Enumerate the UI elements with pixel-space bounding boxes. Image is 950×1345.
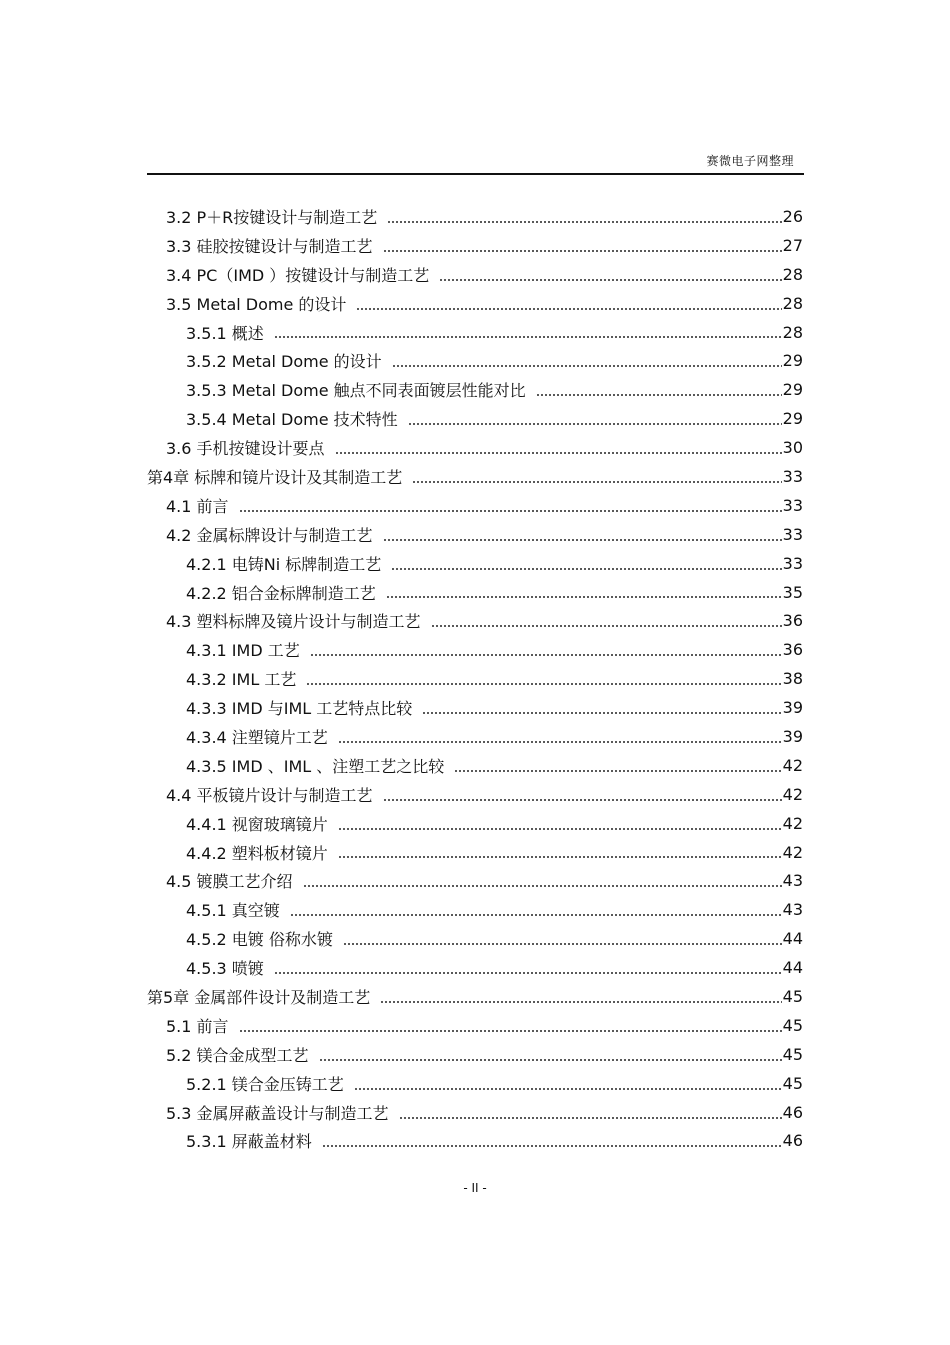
toc-entry-page: 42 [782, 813, 803, 833]
toc-entry[interactable] [147, 838, 803, 867]
toc-entry[interactable] [147, 1011, 803, 1040]
dot-leader [239, 510, 782, 512]
toc-entry-title: 3.5.4 Metal Dome 技术特性 [186, 410, 398, 430]
toc-entry[interactable] [147, 491, 803, 520]
toc-entry[interactable] [147, 260, 803, 289]
running-header: 赛微电子网整理 [706, 154, 794, 168]
toc-entry[interactable] [147, 1069, 803, 1098]
toc-entry[interactable] [147, 202, 803, 231]
toc-entry-title: 4.4.1 视窗玻璃镜片 [186, 814, 328, 834]
dot-leader [354, 1088, 782, 1090]
toc-entry-title: 5.2 镁合金成型工艺 [166, 1045, 309, 1065]
dot-leader [343, 943, 782, 945]
dot-leader [387, 221, 781, 223]
toc-entry-title: 3.3 硅胶按键设计与制造工艺 [166, 236, 373, 256]
toc-entry-title: 3.5.2 Metal Dome 的设计 [186, 352, 382, 372]
toc-entry[interactable] [147, 895, 803, 924]
toc-entry-title: 3.5.3 Metal Dome 触点不同表面镀层性能对比 [186, 381, 526, 401]
dot-leader [383, 539, 782, 541]
toc-entry[interactable] [147, 693, 803, 722]
toc-entry-title: 5.3 金属屏蔽盖设计与制造工艺 [166, 1103, 389, 1123]
dot-leader [408, 423, 782, 425]
toc-entry[interactable] [147, 866, 803, 895]
toc-entry-page: 29 [782, 351, 803, 371]
toc-entry-page: 28 [782, 264, 803, 284]
toc-entry-page: 29 [782, 380, 803, 400]
toc-entry-title: 4.4 平板镜片设计与制造工艺 [166, 785, 373, 805]
toc-entry-page: 45 [782, 1073, 803, 1093]
toc-entry[interactable] [147, 520, 803, 549]
toc-entry-page: 30 [782, 438, 803, 458]
toc-entry-title: 第5章 金属部件设计及制造工艺 [147, 987, 371, 1007]
toc-entry-page: 44 [782, 929, 803, 949]
page-number: - II - [463, 1181, 487, 1195]
toc-entry[interactable] [147, 664, 803, 693]
toc-entry-title: 4.3 塑料标牌及镜片设计与制造工艺 [166, 612, 421, 632]
toc-entry[interactable] [147, 722, 803, 751]
toc-entry-title: 5.3.1 屏蔽盖材料 [186, 1132, 312, 1152]
toc-entry-page: 45 [782, 986, 803, 1006]
toc-entry[interactable] [147, 751, 803, 780]
toc-entry[interactable] [147, 231, 803, 260]
toc-entry[interactable] [147, 953, 803, 982]
toc-entry-title: 4.2.2 铝合金标牌制造工艺 [186, 583, 376, 603]
toc-entry-page: 38 [782, 669, 803, 689]
toc-entry[interactable] [147, 1127, 803, 1156]
toc-entry[interactable] [147, 318, 803, 347]
dot-leader [338, 741, 782, 743]
dot-leader [274, 336, 782, 338]
toc-entry-page: 33 [782, 553, 803, 573]
dot-leader [431, 625, 782, 627]
toc-entry-title: 3.2 P＋R按键设计与制造工艺 [166, 207, 378, 227]
toc-entry[interactable] [147, 780, 803, 809]
dot-leader [239, 1030, 782, 1032]
toc-entry-title: 5.2.1 镁合金压铸工艺 [186, 1074, 344, 1094]
toc-entry-title: 4.5 镀膜工艺介绍 [166, 872, 293, 892]
dot-leader [392, 365, 782, 367]
dot-leader [454, 770, 781, 772]
toc-entry-page: 26 [782, 206, 803, 226]
dot-leader [338, 856, 782, 858]
toc-entry-title: 3.6 手机按键设计要点 [166, 439, 325, 459]
dot-leader [290, 914, 782, 916]
toc-entry-page: 42 [782, 755, 803, 775]
toc-entry[interactable] [147, 809, 803, 838]
toc-entry-title: 4.3.5 IMD 、IML 、注塑工艺之比较 [186, 756, 445, 776]
toc-entry-title: 4.2 金属标牌设计与制造工艺 [166, 525, 373, 545]
dot-leader [536, 394, 782, 396]
toc-entry-page: 44 [782, 958, 803, 978]
dot-leader [303, 885, 782, 887]
toc-entry-title: 4.4.2 塑料板材镜片 [186, 843, 328, 863]
dot-leader [322, 1145, 782, 1147]
toc-entry[interactable] [147, 433, 803, 462]
header-rule [147, 173, 804, 175]
toc-entry-title: 4.5.3 喷镀 [186, 959, 264, 979]
dot-leader [439, 279, 781, 281]
dot-leader [319, 1059, 782, 1061]
toc-entry-page: 39 [782, 698, 803, 718]
toc-entry[interactable] [147, 982, 803, 1011]
toc-entry-title: 4.3.4 注塑镜片工艺 [186, 727, 328, 747]
toc-entry-page: 29 [782, 409, 803, 429]
toc-entry-title: 4.2.1 电铸Ni 标牌制造工艺 [186, 554, 382, 574]
toc-entry-page: 43 [782, 871, 803, 891]
toc-entry[interactable] [147, 578, 803, 607]
dot-leader [386, 596, 782, 598]
toc-entry-title: 第4章 标牌和镜片设计及其制造工艺 [147, 467, 403, 487]
toc-entry-title: 3.5.1 概述 [186, 323, 264, 343]
toc-entry-title: 5.1 前言 [166, 1016, 229, 1036]
toc-entry-title: 4.3.3 IMD 与IML 工艺特点比较 [186, 699, 413, 719]
dot-leader [412, 481, 781, 483]
dot-leader [338, 828, 782, 830]
toc-entry[interactable] [147, 375, 803, 404]
toc-entry-title: 3.4 PC（IMD ）按键设计与制造工艺 [166, 265, 430, 285]
toc-entry[interactable] [147, 924, 803, 953]
toc-entry-page: 35 [782, 582, 803, 602]
toc-entry[interactable] [147, 635, 803, 664]
dot-leader [383, 250, 782, 252]
toc-entry[interactable] [147, 346, 803, 375]
toc-entry-page: 42 [782, 842, 803, 862]
toc-entry-page: 46 [782, 1131, 803, 1151]
toc-entry-page: 36 [782, 640, 803, 660]
dot-leader [399, 1117, 782, 1119]
toc-entry-title: 4.1 前言 [166, 496, 229, 516]
dot-leader [391, 568, 781, 570]
dot-leader [422, 712, 781, 714]
toc-entry[interactable] [147, 404, 803, 433]
dot-leader [335, 452, 782, 454]
dot-leader [383, 799, 782, 801]
dot-leader [380, 1001, 781, 1003]
dot-leader [356, 308, 781, 310]
toc-entry-page: 46 [782, 1102, 803, 1122]
toc-entry-title: 4.3.2 IML 工艺 [186, 670, 297, 690]
dot-leader [306, 683, 781, 685]
toc-entry-title: 4.3.1 IMD 工艺 [186, 641, 300, 661]
toc-entry-title: 4.5.2 电镀 俗称水镀 [186, 930, 333, 950]
table-of-contents [147, 202, 803, 1155]
toc-entry[interactable] [147, 289, 803, 318]
dot-leader [274, 972, 782, 974]
toc-entry-page: 36 [782, 611, 803, 631]
toc-entry[interactable] [147, 549, 803, 578]
toc-entry[interactable] [147, 1098, 803, 1127]
toc-entry[interactable] [147, 606, 803, 635]
toc-entry-page: 33 [782, 524, 803, 544]
toc-entry-page: 28 [782, 322, 803, 342]
toc-entry-page: 27 [782, 235, 803, 255]
toc-entry-page: 28 [782, 293, 803, 313]
toc-entry-page: 45 [782, 1015, 803, 1035]
toc-entry-page: 43 [782, 900, 803, 920]
toc-entry-title: 3.5 Metal Dome 的设计 [166, 294, 347, 314]
toc-entry[interactable] [147, 1040, 803, 1069]
toc-entry-title: 4.5.1 真空镀 [186, 901, 280, 921]
toc-entry-page: 39 [782, 726, 803, 746]
toc-entry[interactable] [147, 462, 803, 491]
toc-entry-page: 42 [782, 784, 803, 804]
toc-entry-page: 33 [782, 466, 803, 486]
toc-entry-page: 45 [782, 1044, 803, 1064]
dot-leader [310, 654, 782, 656]
toc-entry-page: 33 [782, 495, 803, 515]
